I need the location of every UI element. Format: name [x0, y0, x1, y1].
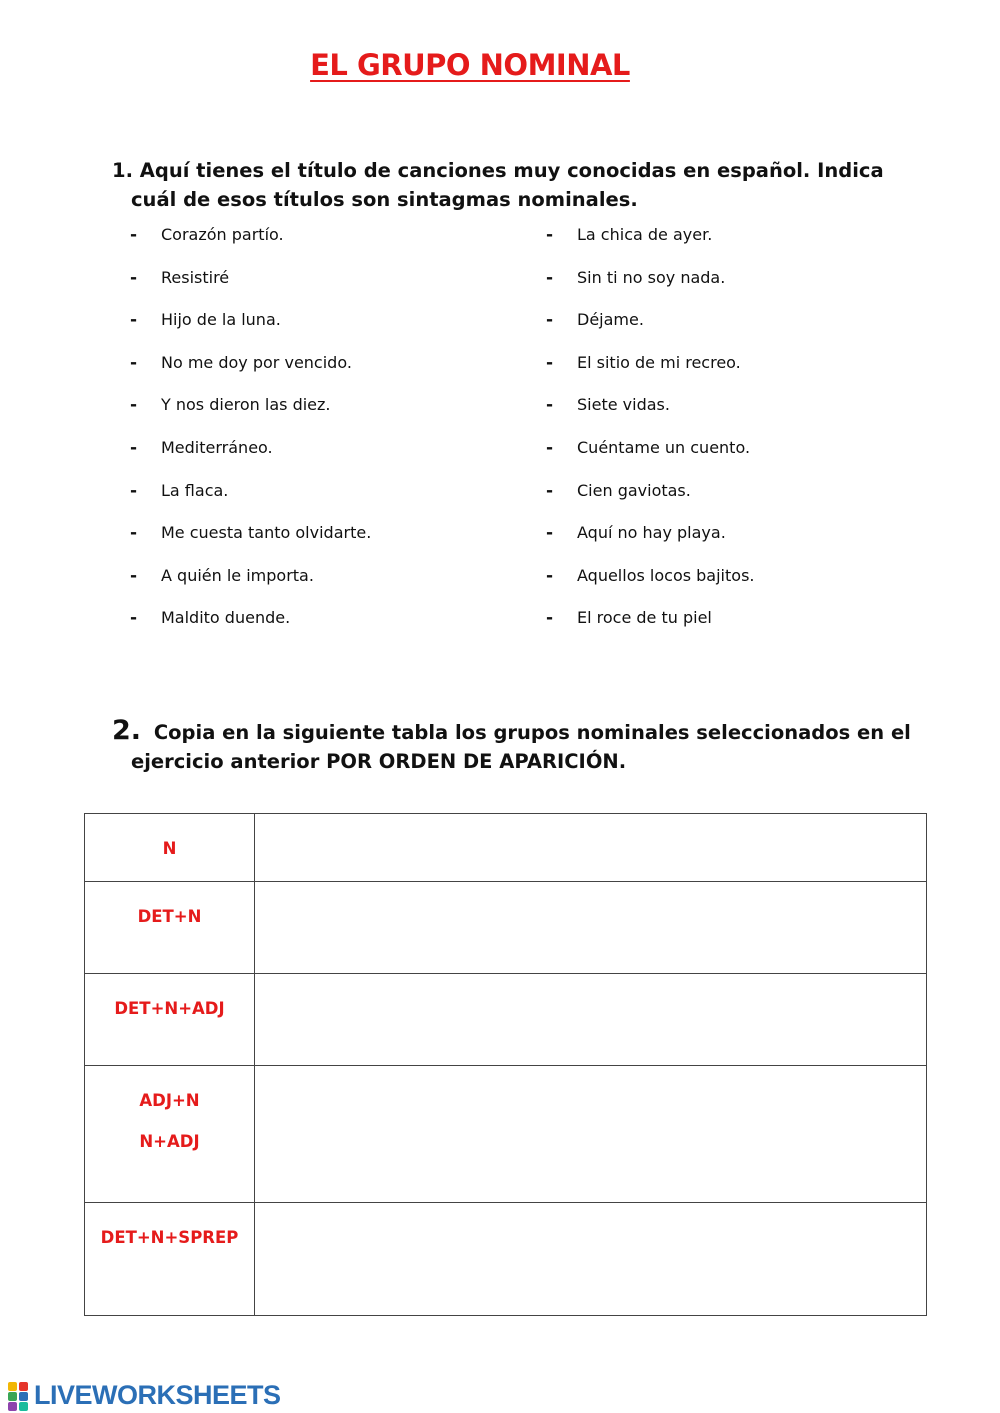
- row-label-cell: [85, 1203, 255, 1316]
- list-item: [546, 310, 754, 353]
- bullet-dash: -: [130, 225, 138, 245]
- song-title: El sitio de mi recreo.: [577, 352, 741, 372]
- song-title: Mediterráneo.: [161, 437, 273, 457]
- row-label: DET+N+SPREP: [100, 1228, 239, 1247]
- list-item: [546, 608, 754, 651]
- answer-cell[interactable]: [255, 882, 927, 974]
- row-label-secondary: N+ADJ: [139, 1132, 200, 1151]
- answer-cell[interactable]: [255, 974, 927, 1066]
- row-label-cell: [85, 882, 255, 974]
- song-title: Maldito duende.: [161, 608, 291, 628]
- list-item: [546, 566, 754, 609]
- bullet-dash: -: [130, 565, 138, 586]
- list-item: [130, 523, 371, 566]
- list-item: [130, 395, 371, 438]
- row-label: N: [162, 839, 177, 858]
- table-row: [85, 974, 927, 1066]
- bullet-dash: -: [546, 395, 554, 416]
- row-label: DET+N+ADJ: [114, 999, 225, 1018]
- list-item: [546, 225, 754, 268]
- brand-name: LIVEWORKSHEETS: [34, 1380, 281, 1410]
- answer-cell[interactable]: [255, 814, 927, 882]
- bullet-dash: -: [130, 310, 138, 331]
- song-title: La flaca.: [161, 480, 229, 500]
- question-2-number: 2.: [112, 715, 142, 746]
- bullet-dash: -: [546, 267, 554, 288]
- list-item: [130, 353, 371, 396]
- bullet-dash: -: [546, 480, 554, 501]
- question-1-line1: Aquí tienes el título de canciones muy conocidas en español. Indica: [139, 159, 884, 182]
- bullet-dash: -: [546, 225, 554, 245]
- question-1-line2: cuál de esos títulos son sintagmas nominales.: [131, 188, 638, 211]
- song-title: A quién le importa.: [161, 565, 314, 585]
- song-title: Siete vidas.: [577, 395, 670, 415]
- footer-brand: [8, 1380, 281, 1411]
- page-title: EL GRUPO NOMINAL: [310, 48, 630, 82]
- bullet-dash: -: [546, 310, 554, 331]
- bullet-dash: -: [546, 523, 554, 544]
- bullet-dash: -: [130, 395, 138, 416]
- song-title: Aquí no hay playa.: [577, 523, 726, 543]
- list-item: [546, 268, 754, 311]
- answer-cell[interactable]: [255, 1203, 927, 1316]
- song-title: No me doy por vencido.: [161, 352, 352, 372]
- row-label-cell: [85, 974, 255, 1066]
- bullet-dash: -: [130, 267, 138, 288]
- row-label-cell: [85, 1066, 255, 1203]
- row-label-cell: [85, 814, 255, 882]
- table-row: [85, 1203, 927, 1316]
- question-2-line2: ejercicio anterior POR ORDEN DE APARICIÓN.: [131, 750, 627, 773]
- table-row: [85, 1066, 927, 1203]
- song-title: Sin ti no soy nada.: [577, 267, 726, 287]
- bullet-dash: -: [546, 437, 554, 458]
- song-title: El roce de tu piel: [577, 608, 712, 628]
- question-2: [112, 716, 912, 776]
- liveworksheets-logo-icon: [8, 1382, 30, 1410]
- list-item: [546, 395, 754, 438]
- song-list-right: [546, 225, 754, 651]
- question-1-number: 1.: [112, 159, 133, 182]
- list-item: [546, 353, 754, 396]
- list-item: [130, 438, 371, 481]
- table-row: [85, 814, 927, 882]
- song-title: Déjame.: [577, 310, 644, 330]
- list-item: [130, 225, 371, 268]
- row-label: DET+N: [137, 907, 202, 926]
- song-title: Corazón partío.: [161, 225, 284, 244]
- song-title: Hijo de la luna.: [161, 310, 281, 330]
- list-item: [130, 310, 371, 353]
- bullet-dash: -: [130, 352, 138, 373]
- answer-table: [84, 813, 927, 1316]
- table-row: [85, 882, 927, 974]
- list-item: [546, 481, 754, 524]
- row-label: ADJ+N: [139, 1091, 200, 1110]
- song-title: Cien gaviotas.: [577, 480, 691, 500]
- list-item: [546, 523, 754, 566]
- bullet-dash: -: [130, 523, 138, 544]
- list-item: [130, 268, 371, 311]
- song-list-left: [130, 225, 371, 651]
- answer-cell[interactable]: [255, 1066, 927, 1203]
- bullet-dash: -: [130, 608, 138, 629]
- bullet-dash: -: [130, 480, 138, 501]
- list-item: [130, 566, 371, 609]
- song-title: Resistiré: [161, 267, 230, 287]
- list-item: [130, 481, 371, 524]
- bullet-dash: -: [546, 608, 554, 629]
- song-title: La chica de ayer.: [577, 225, 713, 244]
- bullet-dash: -: [546, 352, 554, 373]
- song-title: Aquellos locos bajitos.: [577, 565, 755, 585]
- question-2-line1: Copia en la siguiente tabla los grupos nominales seleccionados en el: [153, 721, 911, 744]
- bullet-dash: -: [546, 565, 554, 586]
- bullet-dash: -: [130, 437, 138, 458]
- list-item: [546, 438, 754, 481]
- list-item: [130, 608, 371, 651]
- question-1: [112, 156, 912, 214]
- song-title: Y nos dieron las diez.: [161, 395, 331, 415]
- song-title: Me cuesta tanto olvidarte.: [161, 523, 372, 543]
- song-title: Cuéntame un cuento.: [577, 437, 751, 457]
